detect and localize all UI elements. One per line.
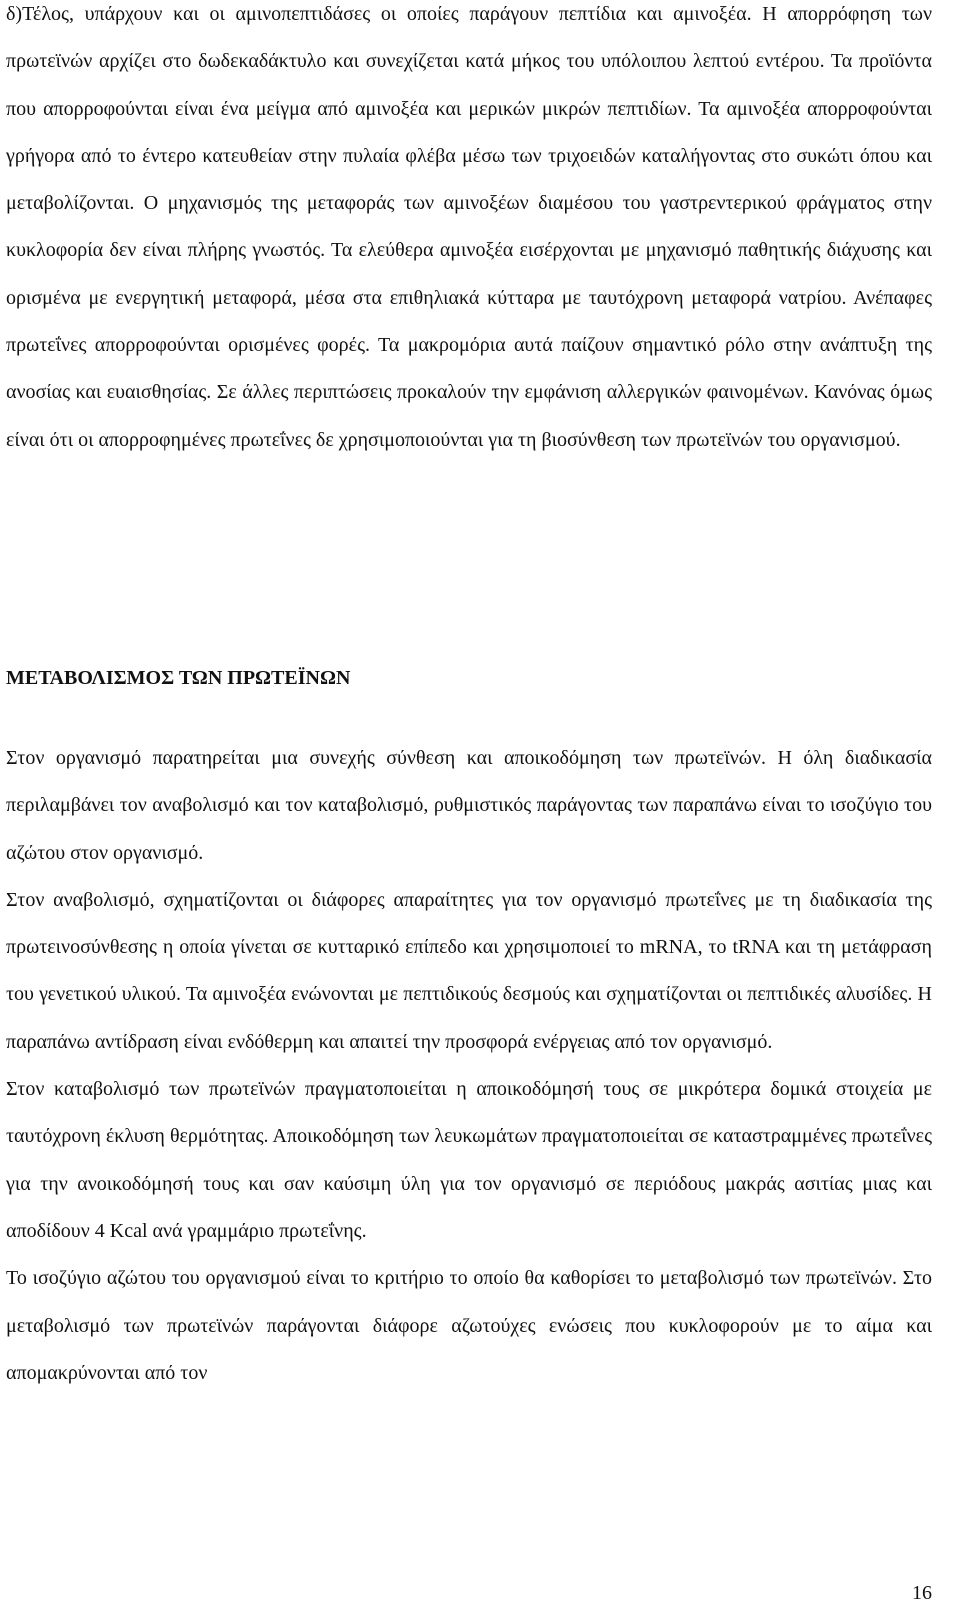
paragraph-nitrogen-balance: Το ισοζύγιο αζώτου του οργανισμού είναι το κριτήριο το οποίο θα καθορίσει το μεταβολισμό των πρωτεϊνών. Στο μεταβολισμό των πρωτεϊνών παράγονται διάφορε αζωτούχες ενώσεις που κυκλοφορούν με το αίμα και απομακρύνονται από τον	[6, 1267, 932, 1384]
intro-paragraph: δ)Τέλος, υπάρχουν και οι αμινοπεπτιδάσες οι οποίες παράγουν πεπτίδια και αμινοξέα. Η απορρόφηση των πρωτεϊνών αρχίζει στο δωδεκαδάκτυλο και συνεχίζεται κατά μήκος του υπόλοιπου λεπτού εντέρου. Τα προϊόντα που απορροφούνται είναι ένα μείγμα από αμινοξέα και μερικών μικρών πεπτιδίων. Τα αμινοξέα απορροφούνται γρήγορα από το έντερο κατευθείαν στην πυλαία φλέβα μέσω των τριχοειδών καταλήγοντας στο συκώτι όπου και μεταβολίζονται. Ο μηχανισμός της μεταφοράς των αμινοξέων διαμέσου του γαστρεντερικού φράγματος στην κυκλοφορία δεν είναι πλήρης γνωστός. Τα ελεύθερα αμινοξέα εισέρχονται με μηχανισμό παθητικής διάχυσης και ορισμένα με ενεργητική μεταφορά, μέσα στα επιθηλιακά κύτταρα με ταυτόχρονη μεταφορά νατρίου. Ανέπαφες πρωτεΐνες απορροφούνται ορισμένες φορές. Τα μακρομόρια αυτά παίζουν σημαντικό ρόλο στην ανάπτυξη της ανοσίας και ευαισθησίας. Σε άλλες περιπτώσεις προκαλούν την εμφάνιση αλλεργικών φαινομένων. Κανόνας όμως είναι ότι οι απορροφημένες πρωτεΐνες δε χρησιμοποιούνται για τη βιοσύνθεση των πρωτεϊνών του οργανισμού.	[6, 3, 932, 451]
paragraph-metabolism-overview: Στον οργανισμό παρατηρείται μια συνεχής σύνθεση και αποικοδόμηση των πρωτεϊνών. Η όλη διαδικασία περιλαμβάνει τον αναβολισμό και τον καταβολισμό, ρυθμιστικός παράγοντας των παραπάνω είναι το ισοζύγιο του αζώτου στον οργανισμό.	[6, 747, 932, 864]
document-page	[6, 0, 932, 1384]
paragraph-catabolism: Στον καταβολισμό των πρωτεϊνών πραγματοποιείται η αποικοδόμησή τους σε μικρότερα δομικά στοιχεία με ταυτόχρονη έκλυση θερμότητας. Αποικοδόμηση των λευκωμάτων πραγματοποιείται σε καταστραμμένες πρωτεΐνες για την ανοικοδόμησή τους και σαν καύσιμη ύλη για τον οργανισμό σε περιόδους μακράς ασιτίας μιας και αποδίδουν 4 Kcal ανά γραμμάριο πρωτεΐνης.	[6, 1078, 932, 1242]
section-body	[6, 735, 932, 1397]
section-heading: ΜΕΤΑΒΟΛΙΣΜΟΣ ΤΩΝ ΠΡΩΤΕΪΝΩΝ	[6, 667, 351, 689]
page-number: 16	[912, 1582, 932, 1604]
paragraph-anabolism: Στον αναβολισμό, σχηματίζονται οι διάφορες απαραίτητες για τον οργανισμό πρωτεΐνες με τη διαδικασία της πρωτεινοσύνθεσης η οποία γίνεται σε κυτταρικό επίπεδο και χρησιμοποιεί το mRNA, το tRNA και τη μετάφραση του γενετικού υλικού. Τα αμινοξέα ενώνονται με πεπτιδικούς δεσμούς και σχηματίζονται οι πεπτιδικές αλυσίδες. Η παραπάνω αντίδραση είναι ενδόθερμη και απαιτεί την προσφορά ενέργειας από τον οργανισμό.	[6, 888, 932, 1053]
